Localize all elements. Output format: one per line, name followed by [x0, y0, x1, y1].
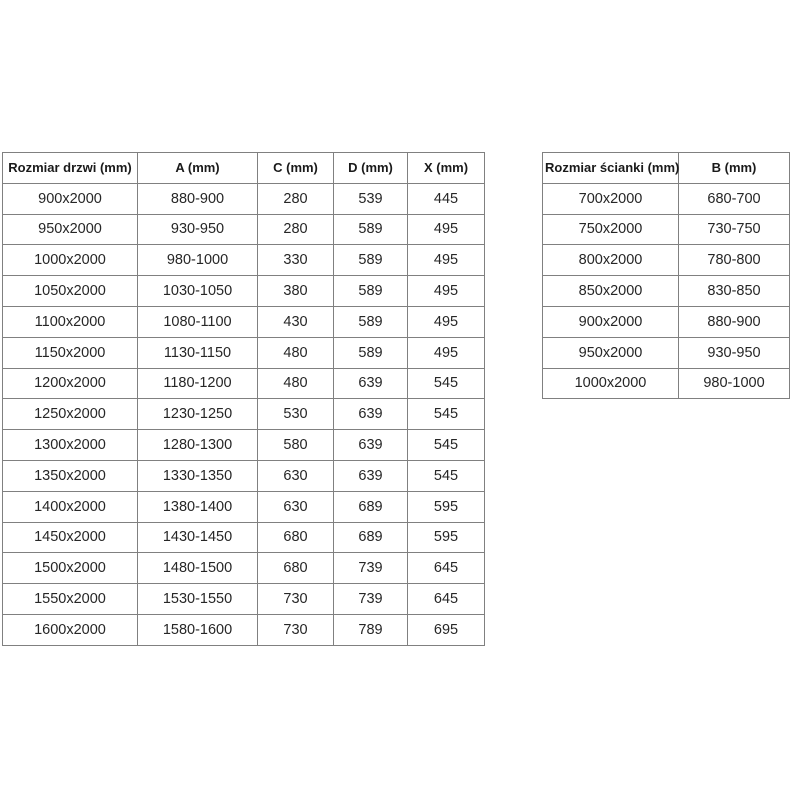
table-row: [543, 183, 790, 214]
table-cell: 480: [258, 337, 334, 368]
table-cell: 680-700: [679, 183, 790, 214]
table-row: [543, 306, 790, 337]
table-cell: 595: [408, 491, 485, 522]
table-cell: 545: [408, 399, 485, 430]
table-cell: 880-900: [679, 306, 790, 337]
column-header-door-size: Rozmiar drzwi (mm): [3, 153, 138, 184]
table-cell: 680: [258, 553, 334, 584]
table-cell: 445: [408, 183, 485, 214]
table-cell: 589: [334, 337, 408, 368]
column-header-b: B (mm): [679, 153, 790, 184]
table-cell: 1180-1200: [138, 368, 258, 399]
table-cell: 595: [408, 522, 485, 553]
column-header-wall-size: Rozmiar ścianki (mm): [543, 153, 679, 184]
table-header-row: [3, 153, 485, 184]
table-cell: 639: [334, 399, 408, 430]
table-cell: 880-900: [138, 183, 258, 214]
table-cell: 950x2000: [543, 337, 679, 368]
table-cell: 900x2000: [3, 183, 138, 214]
table-cell: 1400x2000: [3, 491, 138, 522]
table-cell: 1430-1450: [138, 522, 258, 553]
table-cell: 589: [334, 214, 408, 245]
table-cell: 730: [258, 614, 334, 645]
table-cell: 630: [258, 460, 334, 491]
table-cell: 730: [258, 584, 334, 615]
table-cell: 980-1000: [679, 368, 790, 399]
table-cell: 739: [334, 553, 408, 584]
table-row: [3, 368, 485, 399]
table-cell: 1530-1550: [138, 584, 258, 615]
table-cell: 900x2000: [543, 306, 679, 337]
table-row: [3, 276, 485, 307]
table-cell: 639: [334, 368, 408, 399]
table-row: [3, 183, 485, 214]
table-cell: 539: [334, 183, 408, 214]
table-cell: 950x2000: [3, 214, 138, 245]
table-cell: 495: [408, 276, 485, 307]
table-cell: 645: [408, 584, 485, 615]
table-cell: 430: [258, 306, 334, 337]
table-cell: 545: [408, 368, 485, 399]
table-header-row: [543, 153, 790, 184]
table-row: [3, 614, 485, 645]
table-cell: 1480-1500: [138, 553, 258, 584]
table-cell: 700x2000: [543, 183, 679, 214]
table-cell: 495: [408, 245, 485, 276]
table-cell: 1250x2000: [3, 399, 138, 430]
table-cell: 1600x2000: [3, 614, 138, 645]
table-cell: 1100x2000: [3, 306, 138, 337]
table-cell: 495: [408, 214, 485, 245]
table-cell: 689: [334, 491, 408, 522]
table-cell: 930-950: [138, 214, 258, 245]
table-cell: 830-850: [679, 276, 790, 307]
table-cell: 1200x2000: [3, 368, 138, 399]
table-row: [3, 491, 485, 522]
table-row: [3, 306, 485, 337]
table-cell: 580: [258, 430, 334, 461]
column-header-a: A (mm): [138, 153, 258, 184]
table-cell: 780-800: [679, 245, 790, 276]
table-cell: 1230-1250: [138, 399, 258, 430]
table-cell: 630: [258, 491, 334, 522]
column-header-x: X (mm): [408, 153, 485, 184]
column-header-c: C (mm): [258, 153, 334, 184]
table-cell: 589: [334, 276, 408, 307]
table-cell: 530: [258, 399, 334, 430]
table-row: [3, 522, 485, 553]
table-cell: 689: [334, 522, 408, 553]
table-cell: 280: [258, 183, 334, 214]
table-row: [543, 276, 790, 307]
table-cell: 1350x2000: [3, 460, 138, 491]
table-cell: 1080-1100: [138, 306, 258, 337]
table-cell: 589: [334, 306, 408, 337]
table-cell: 695: [408, 614, 485, 645]
table-cell: 330: [258, 245, 334, 276]
table-cell: 480: [258, 368, 334, 399]
table-cell: 1030-1050: [138, 276, 258, 307]
table-cell: 1330-1350: [138, 460, 258, 491]
table-cell: 380: [258, 276, 334, 307]
table-cell: 1450x2000: [3, 522, 138, 553]
table-cell: 1580-1600: [138, 614, 258, 645]
table-row: [543, 368, 790, 399]
column-header-d: D (mm): [334, 153, 408, 184]
table-cell: 680: [258, 522, 334, 553]
table-cell: 589: [334, 245, 408, 276]
table-cell: 1000x2000: [543, 368, 679, 399]
table-cell: 280: [258, 214, 334, 245]
table-cell: 1550x2000: [3, 584, 138, 615]
table-row: [543, 214, 790, 245]
table-cell: 639: [334, 460, 408, 491]
table-cell: 850x2000: [543, 276, 679, 307]
table-row: [3, 430, 485, 461]
table-cell: 739: [334, 584, 408, 615]
table-cell: 1000x2000: [3, 245, 138, 276]
table-row: [3, 337, 485, 368]
table-cell: 495: [408, 337, 485, 368]
table-row: [3, 584, 485, 615]
wall-size-table: [542, 152, 790, 399]
table-cell: 800x2000: [543, 245, 679, 276]
table-cell: 1380-1400: [138, 491, 258, 522]
table-cell: 545: [408, 430, 485, 461]
table-row: [3, 460, 485, 491]
table-cell: 495: [408, 306, 485, 337]
table-cell: 930-950: [679, 337, 790, 368]
table-cell: 730-750: [679, 214, 790, 245]
table-cell: 1130-1150: [138, 337, 258, 368]
table-cell: 1150x2000: [3, 337, 138, 368]
table-cell: 980-1000: [138, 245, 258, 276]
door-size-table: [2, 152, 485, 646]
table-row: [543, 337, 790, 368]
table-row: [543, 245, 790, 276]
table-row: [3, 399, 485, 430]
table-row: [3, 553, 485, 584]
table-cell: 639: [334, 430, 408, 461]
table-cell: 1500x2000: [3, 553, 138, 584]
table-cell: 645: [408, 553, 485, 584]
table-row: [3, 214, 485, 245]
table-cell: 545: [408, 460, 485, 491]
table-cell: 1280-1300: [138, 430, 258, 461]
table-cell: 750x2000: [543, 214, 679, 245]
table-cell: 1050x2000: [3, 276, 138, 307]
table-cell: 789: [334, 614, 408, 645]
table-cell: 1300x2000: [3, 430, 138, 461]
table-row: [3, 245, 485, 276]
